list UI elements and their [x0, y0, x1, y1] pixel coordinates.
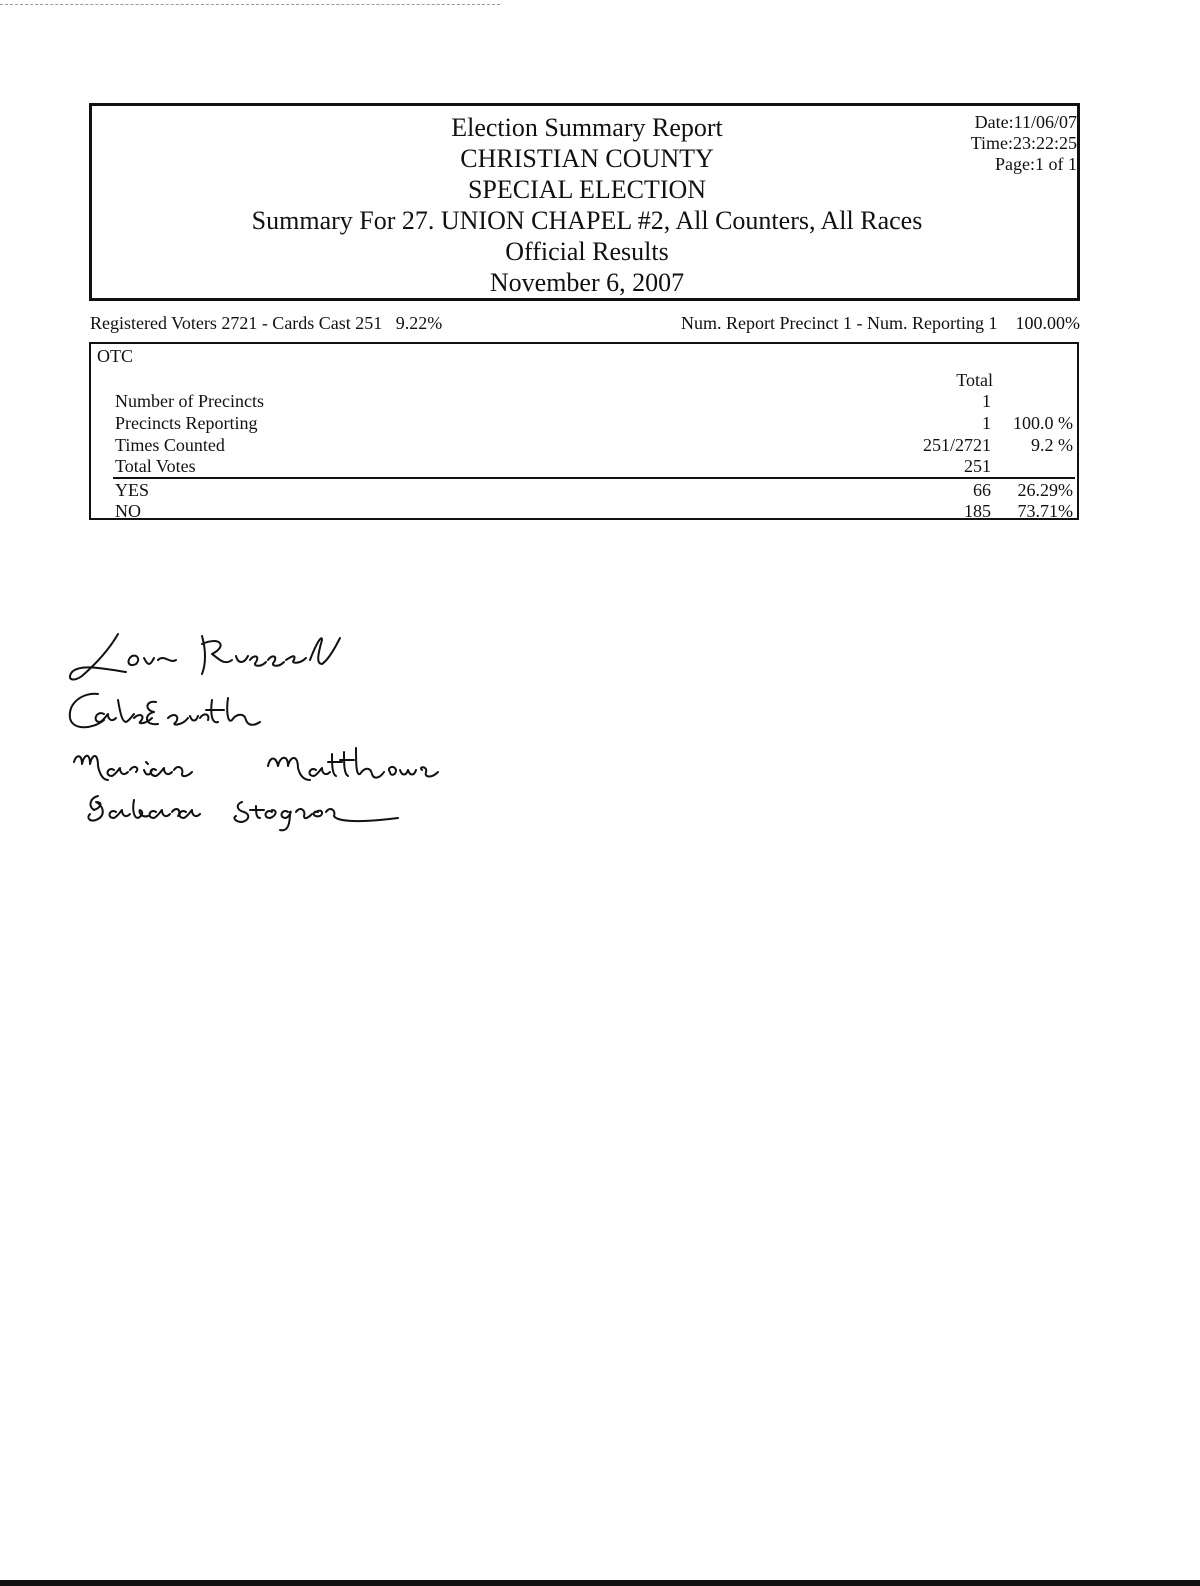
signature-4 — [88, 796, 398, 830]
choice-row — [91, 479, 1077, 501]
race-results-table — [89, 342, 1079, 520]
results-status: Official Results — [505, 237, 669, 266]
report-title: Election Summary Report — [451, 113, 723, 142]
row-label: Number of Precincts — [115, 391, 264, 411]
choice-votes: 185 — [964, 501, 991, 521]
row-label: Precincts Reporting — [115, 413, 258, 433]
signature-2 — [70, 694, 260, 728]
choice-label: NO — [115, 501, 141, 521]
election-name: SPECIAL ELECTION — [467, 175, 707, 204]
table-row — [91, 412, 1077, 434]
race-name: OTC — [97, 346, 133, 366]
precinct-reporting-line: Num. Report Precinct 1 - Num. Reporting 1 100.00% — [681, 313, 1080, 333]
county-name: CHRISTIAN COUNTY — [460, 144, 714, 173]
table-row — [91, 455, 1077, 477]
report-time: Time:23:22:25 — [970, 133, 1077, 153]
signature-3 — [74, 748, 438, 780]
table-row — [91, 434, 1077, 456]
registered-voters-line: Registered Voters 2721 - Cards Cast 251 9.22% — [90, 313, 443, 333]
row-value: 251/2721 — [922, 435, 991, 455]
row-label: Times Counted — [115, 435, 225, 455]
report-header — [89, 103, 1080, 301]
scan-artifact-bottom — [0, 1580, 1200, 1586]
choice-votes: 66 — [973, 480, 991, 500]
summary-line: Summary For 27. UNION CHAPEL #2, All Counters, All Races — [251, 206, 923, 235]
election-date: November 6, 2007 — [489, 268, 685, 297]
choice-percent: 73.71% — [1017, 501, 1073, 521]
row-percent: 9.2 % — [1031, 435, 1073, 455]
report-meta — [971, 112, 1077, 175]
scan-artifact-top — [0, 4, 500, 5]
row-value: 1 — [982, 391, 991, 411]
choice-percent: 26.29% — [1017, 480, 1073, 500]
table-row — [91, 390, 1077, 412]
signature-1 — [70, 634, 340, 679]
choice-label: YES — [115, 480, 150, 500]
report-page: Page:1 of 1 — [995, 154, 1077, 174]
row-value: 251 — [964, 456, 991, 476]
row-label: Total Votes — [115, 456, 196, 476]
handwritten-signatures — [60, 630, 500, 850]
choice-row — [91, 500, 1077, 522]
row-value: 1 — [982, 413, 991, 433]
total-column-header: Total — [956, 370, 993, 390]
report-date: Date:11/06/07 — [974, 112, 1077, 132]
header-title-block — [92, 112, 1082, 298]
row-percent: 100.0 % — [1013, 413, 1073, 433]
